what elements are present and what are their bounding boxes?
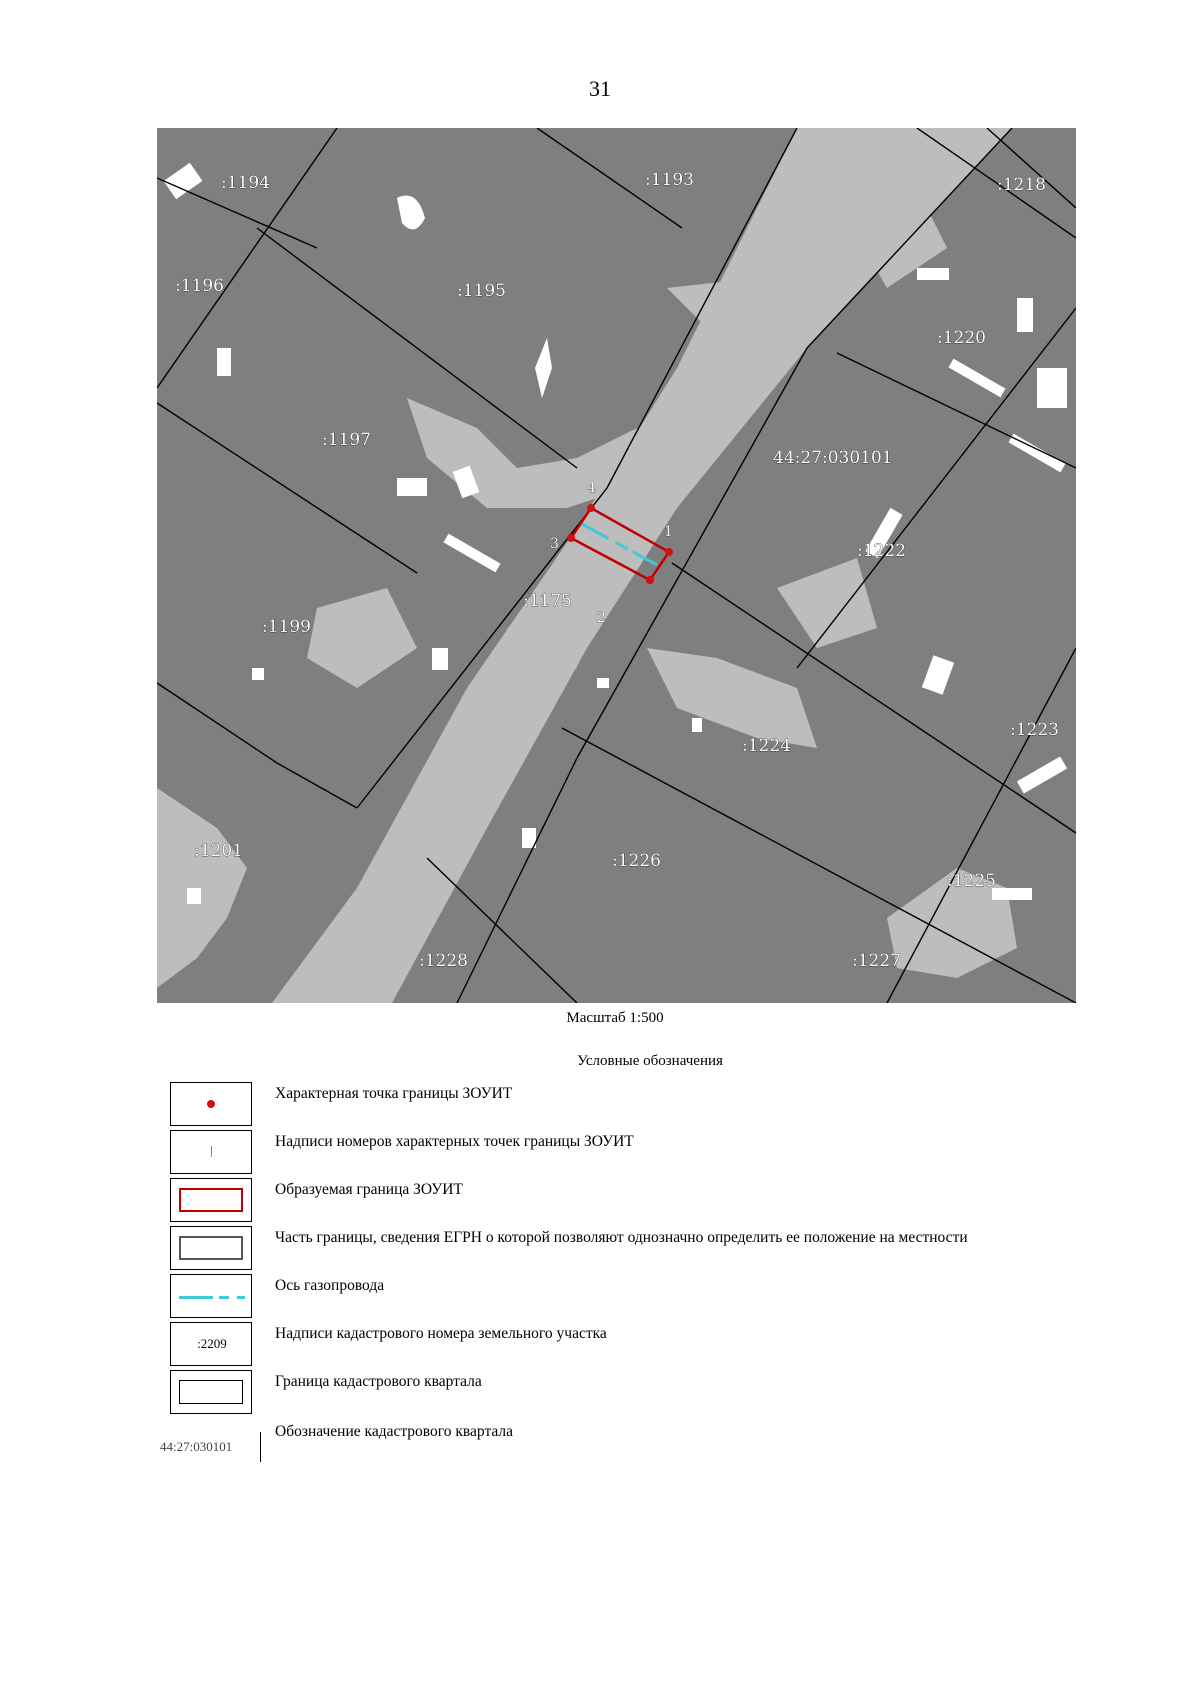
legend-text: Ось газопровода: [275, 1277, 385, 1294]
parcel-label: :1220: [937, 328, 986, 348]
legend-symbol-box: [170, 1178, 252, 1222]
red-dot-icon: [207, 1100, 215, 1108]
quarter-label: 44:27:030101: [773, 448, 893, 468]
parcel-label: :1227: [852, 951, 901, 971]
black-rectangle-icon: [179, 1380, 243, 1404]
parcel-label: :1218: [997, 175, 1046, 195]
legend-text: Надписи кадастрового номера земельного участка: [275, 1325, 607, 1342]
parcel-label: :1175: [523, 591, 572, 611]
point-label: 2: [597, 610, 606, 626]
legend-text: Обозначение кадастрового квартала: [275, 1423, 514, 1440]
zouit-point[interactable]: [587, 504, 595, 512]
parcel-label: :1224: [742, 736, 791, 756]
parcel-label: :1193: [645, 170, 694, 190]
parcel-label: :1195: [457, 281, 506, 301]
parcel-label: :1201: [194, 841, 243, 861]
parcel-label: :1226: [612, 851, 661, 871]
legend-text: Образуемая граница ЗОУИТ: [275, 1181, 463, 1198]
quarter-code-sample: 44:27:030101: [160, 1432, 261, 1462]
parcel-label: :1222: [857, 541, 906, 561]
point-label: 3: [550, 536, 559, 552]
map-scale: Масштаб 1:500: [566, 1010, 664, 1026]
cyan-dashed-line-icon: [179, 1296, 245, 1299]
parcel-label: :1228: [419, 951, 468, 971]
legend-symbol-box: [170, 1370, 252, 1414]
legend-item: [0, 1370, 1200, 1430]
legend-text: Часть границы, сведения ЕГРН о которой позволяют однозначно определить ее положение на местности: [275, 1229, 968, 1246]
parcel-label: :1225: [947, 871, 996, 891]
parcel-label: :1199: [262, 617, 311, 637]
legend-title: Условные обозначения: [577, 1053, 723, 1069]
legend-symbol-box: [170, 1274, 252, 1318]
map-canvas: [157, 128, 1076, 1003]
cadastral-map[interactable]: [157, 128, 1076, 1003]
legend-symbol-box: [170, 1130, 252, 1174]
parcel-label: :1197: [322, 430, 371, 450]
point-number-tick-icon: [211, 1146, 212, 1157]
parcel-label: :1196: [175, 276, 224, 296]
zouit-point[interactable]: [646, 576, 654, 584]
legend-symbol-box: [170, 1322, 252, 1366]
legend-text: Характерная точка границы ЗОУИТ: [275, 1085, 513, 1102]
grey-rectangle-icon: [179, 1236, 243, 1260]
zouit-point[interactable]: [567, 534, 575, 542]
zouit-point[interactable]: [665, 548, 673, 556]
red-rectangle-icon: [179, 1188, 243, 1212]
parcel-label: :1194: [221, 173, 270, 193]
legend-text: Граница кадастрового квартала: [275, 1373, 482, 1390]
legend-text: Надписи номеров характерных точек границы ЗОУИТ: [275, 1133, 634, 1150]
page-number: 31: [589, 76, 611, 101]
point-label: 1: [664, 524, 673, 540]
parcel-number-sample: :2209: [197, 1336, 227, 1351]
parcel-label: :1223: [1010, 720, 1059, 740]
legend-symbol-box: [170, 1226, 252, 1270]
point-label: 4: [587, 480, 596, 496]
legend-symbol-box: [170, 1082, 252, 1126]
